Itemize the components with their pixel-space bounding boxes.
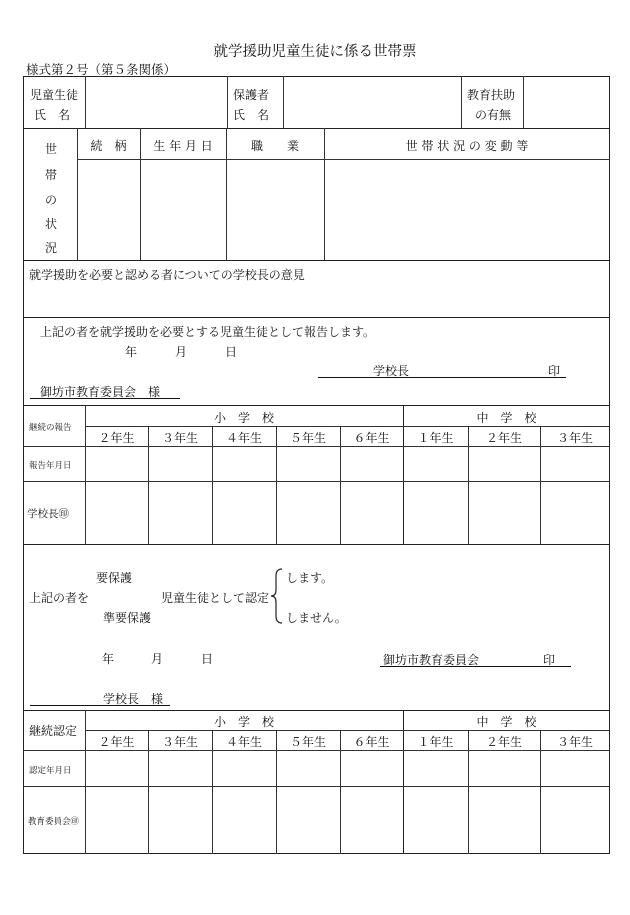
household-side-char-4: 状 [45,217,58,231]
household-side-char-2: 帯 [45,168,58,182]
certify-continuation-label: 継続認定 [29,724,78,738]
certify-jh-grade-1: １年生 [417,735,454,749]
certify-grade-4: ４年生 [225,735,262,749]
certify-middle-text: 児童生徒として認定 [161,591,270,605]
principal-seal-mark: 印 [548,364,561,378]
certify-jh-grade-2: ２年生 [485,735,522,749]
household-side-char-1: 世 [45,142,58,156]
certify-lead-text: 上記の者を [29,591,90,605]
guardian-name-label-2: 氏 名 [233,108,270,122]
report-jh-grade-1: １年生 [417,431,454,445]
certify-addressee-line [30,705,170,706]
certify-grade-2: ２年生 [98,735,135,749]
education-aid-label-2: の有無 [475,108,512,122]
household-side-char-5: 況 [45,241,58,255]
report-statement: 上記の者を就学援助を必要とする児童生徒として報告します。 [40,325,376,339]
report-grade-6: ６年生 [353,431,390,445]
report-grade-5: ５年生 [289,431,326,445]
certify-date-row-label: 認定年月日 [29,766,72,776]
student-name-label-2: 氏 名 [34,108,71,122]
certify-date-month: 月 [151,652,164,666]
board-seal-mark: 印 [543,653,556,667]
birthdate-header: 生 年 月 日 [153,139,213,153]
certify-brace-icon [270,568,284,624]
board-signature-line[interactable] [380,666,571,667]
certify-no-option[interactable]: しません。 [286,611,347,625]
certify-date-day: 日 [201,652,214,666]
report-date-day: 日 [225,345,238,359]
report-elementary-header: 小 学 校 [213,411,274,425]
report-jh-grade-2: ２年生 [485,431,522,445]
report-grade-4: ４年生 [225,431,262,445]
report-grade-3: ３年生 [161,431,198,445]
certify-elementary-header: 小 学 校 [213,715,274,729]
education-aid-label: 教育扶助 [467,88,516,102]
report-addressee-line [30,398,180,399]
report-date-row-label: 報告年月日 [29,461,72,471]
certify-jh-grade-3: ３年生 [556,735,593,749]
report-jh-grade-3: ３年生 [556,431,593,445]
certify-date-year: 年 [102,652,115,666]
report-continuation-label: 継続の報告 [29,423,72,433]
student-name-field[interactable] [87,78,225,127]
report-date-year: 年 [125,345,138,359]
education-aid-field[interactable] [525,78,608,127]
guardian-name-field[interactable] [285,78,459,127]
certify-need-label: 要保護 [96,571,133,585]
relation-header: 続 柄 [90,139,127,153]
page-title: 就学援助児童生徒に係る世帯票 [213,44,417,60]
relation-field[interactable] [79,161,138,259]
certify-grade-3: ３年生 [161,735,198,749]
report-addressee: 御坊市教育委員会 様 [40,385,161,399]
report-date-month: 月 [175,345,188,359]
household-changes-field[interactable] [326,161,608,259]
certify-yes-option[interactable]: します。 [286,571,334,585]
certify-semi-label: 準要保護 [103,611,152,625]
household-changes-header: 世 帯 状 況 の 変 動 等 [405,139,529,153]
report-grade-2: ２年生 [98,431,135,445]
household-side-char-3: の [45,193,58,207]
board-signature-label: 御坊市教育委員会 [383,653,480,667]
principal-signature-line[interactable] [318,377,566,378]
form-number: 様式第２号（第５条関係） [26,62,177,77]
principal-signature-label: 学校長 [373,364,410,378]
occupation-field[interactable] [228,161,322,259]
occupation-header: 職 業 [250,139,299,153]
certify-grade-6: ６年生 [353,735,390,749]
report-seal-row-label: 学校長㊞ [27,508,69,520]
certify-grid [23,710,610,854]
certify-addressee: 学校長 様 [103,692,164,706]
report-junior-header: 中 学 校 [476,411,537,425]
principal-opinion-label: 就学援助を必要と認める者についての学校長の意見 [29,268,305,282]
guardian-name-label: 保護者 [233,88,270,102]
principal-opinion-field[interactable] [25,284,608,316]
student-name-label: 児童生徒 [30,88,79,102]
certify-seal-row-label: 教育委員会㊞ [28,817,80,827]
birthdate-field[interactable] [142,161,224,259]
certify-grade-5: ５年生 [289,735,326,749]
certify-junior-header: 中 学 校 [476,715,537,729]
